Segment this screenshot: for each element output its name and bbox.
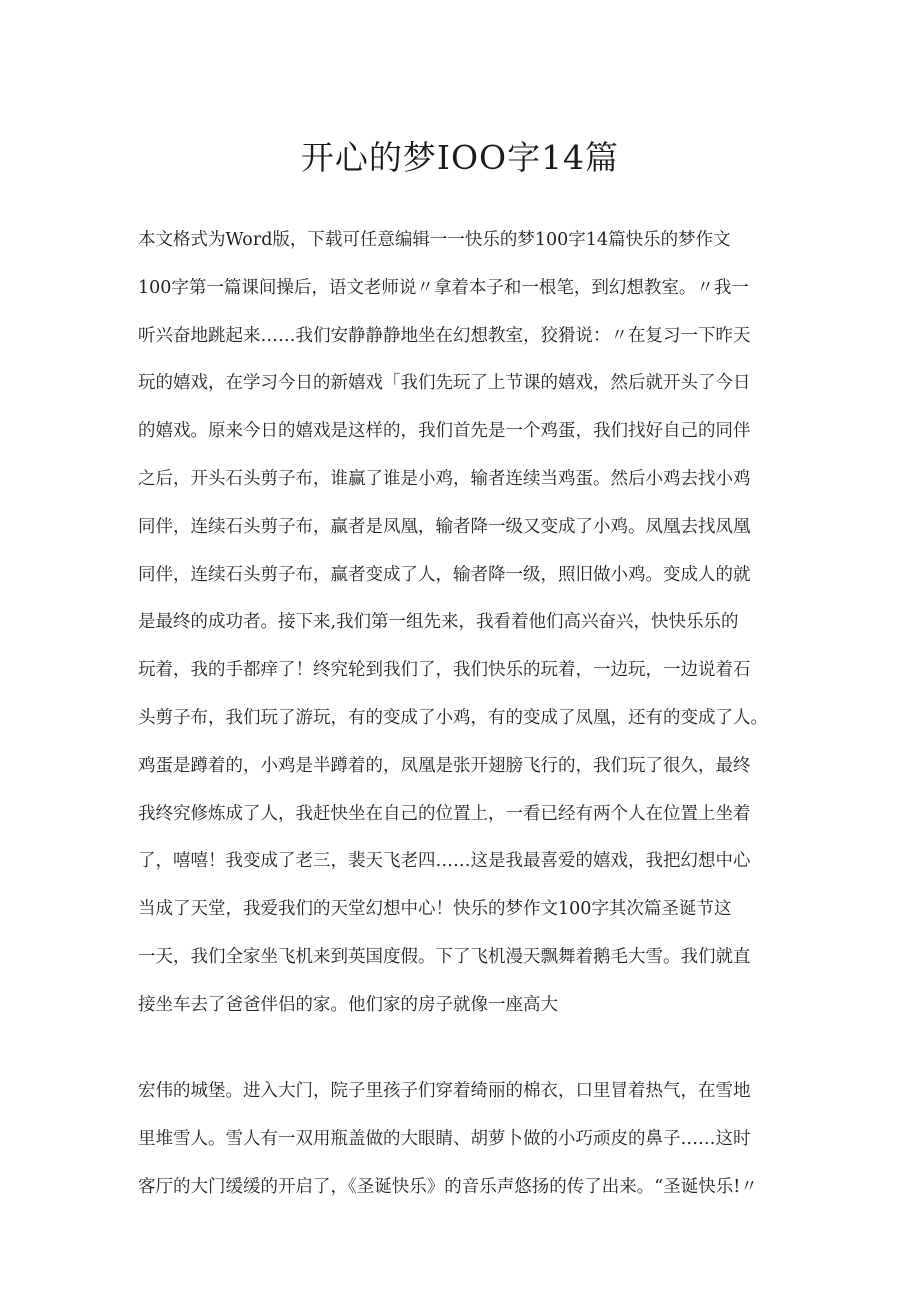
paragraph-line: 当成了天堂，我爱我们的天堂幻想中心！快乐的梦作文100字其次篇圣诞节这 xyxy=(138,899,732,920)
paragraph-line: 接坐车去了爸爸伴侣的家。他们家的房子就像一座高大 xyxy=(138,994,558,1015)
paragraph-line: 玩着，我的手都痒了！终究轮到我们了，我们快乐的玩着，一边玩，一边说着石 xyxy=(138,660,751,681)
paragraph-line: 100字第一篇课间操后，语文老师说〃拿着本子和一根笔，到幻想教室。〃我一 xyxy=(138,277,749,298)
paragraph-line: 头剪子布，我们玩了游玩，有的变成了小鸡，有的变成了凤凰，还有的变成了人。 xyxy=(138,707,768,728)
paragraph-line: 同伴，连续石头剪子布，赢者变成了人，输者降一级，照旧做小鸡。变成人的就 xyxy=(138,564,751,585)
paragraph-line: 我终究修炼成了人，我赶快坐在自己的位置上，一看已经有两个人在位置上坐着 xyxy=(138,803,751,824)
body-paragraph-1 xyxy=(138,217,788,1030)
paragraph-line: 听兴奋地跳起来……我们安静静静地坐在幻想教室，狡猾说：〃在复习一下昨天 xyxy=(138,325,751,346)
paragraph-line: 鸡蛋是蹲着的，小鸡是半蹲着的，凤凰是张开翅膀飞行的，我们玩了很久，最终 xyxy=(138,755,751,776)
paragraph-line: 一天，我们全家坐飞机来到英国度假。下了飞机漫天飘舞着鹅毛大雪。我们就直 xyxy=(138,946,751,967)
body-paragraph-2 xyxy=(138,1067,788,1211)
paragraph-line: 里堆雪人。雪人有一双用瓶盖做的大眼睛、胡萝卜做的小巧顽皮的鼻子……这时 xyxy=(138,1129,751,1149)
paragraph-line: 同伴，连续石头剪子布，赢者是凤凰，输者降一级又变成了小鸡。凤凰去找凤凰 xyxy=(138,516,751,537)
paragraph-line: 了，嘻嘻！我变成了老三，裴天飞老四……这是我最喜爱的嬉戏，我把幻想中心 xyxy=(138,851,751,872)
paragraph-line: 客厅的大门缓缓的开启了，《圣诞快乐》的音乐声悠扬的传了出来。“圣诞快乐!〃 xyxy=(138,1177,758,1197)
paragraph-line: 之后，开头石头剪子布，谁赢了谁是小鸡，输者连续当鸡蛋。然后小鸡去找小鸡 xyxy=(138,468,751,489)
paragraph-line: 的嬉戏。原来今日的嬉戏是这样的，我们首先是一个鸡蛋，我们找好自己的同伴 xyxy=(138,421,751,442)
paragraph-line: 宏伟的城堡。进入大门，院子里孩子们穿着绮丽的棉衣，口里冒着热气，在雪地 xyxy=(138,1081,751,1101)
document-title: 开心的梦IOO字14篇 xyxy=(300,138,620,177)
paragraph-line: 是最终的成功者。接下来,我们第一组先来，我看着他们高兴奋兴，快快乐乐的 xyxy=(138,612,739,633)
paragraph-line: 玩的嬉戏，在学习今日的新嬉戏「我们先玩了上节课的嬉戏，然后就开头了今日 xyxy=(138,373,751,394)
paragraph-line: 本文格式为Word版，下载可任意编辑一一快乐的梦100字14篇快乐的梦作文 xyxy=(138,230,731,250)
